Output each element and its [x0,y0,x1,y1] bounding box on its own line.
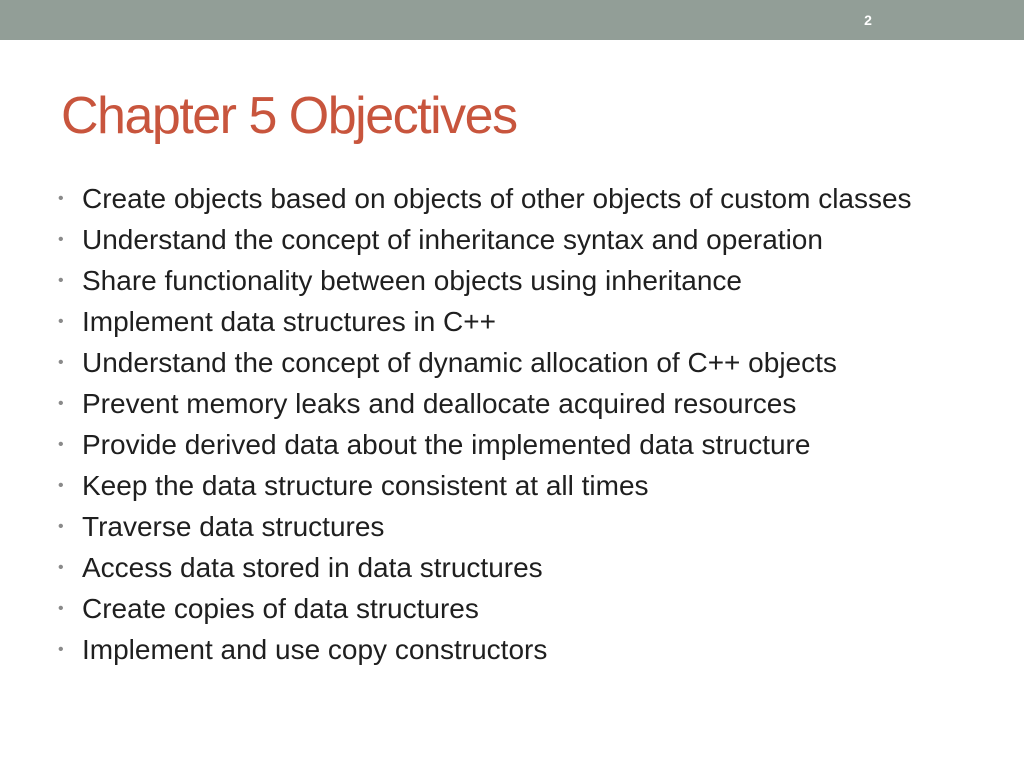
objectives-list [58,182,958,674]
objective-item: • Keep the data structure consistent at all times [58,469,958,503]
objective-item: • Create copies of data structures [58,592,958,626]
objective-item: • Prevent memory leaks and deallocate acquired resources [58,387,958,421]
objective-item: • Provide derived data about the implemented data structure [58,428,958,462]
objective-item: • Understand the concept of dynamic allocation of C++ objects [58,346,958,380]
slide-title: Chapter 5 Objectives [61,87,517,145]
objective-item: • Access data stored in data structures [58,551,958,585]
objective-item: • Traverse data structures [58,510,958,544]
slide-header-bar [0,0,1024,40]
objective-item: • Create objects based on objects of other objects of custom classes [58,182,932,216]
objective-item: • Implement and use copy constructors [58,633,958,667]
objective-item: • Understand the concept of inheritance syntax and operation [58,223,958,257]
objective-item: • Implement data structures in C++ [58,305,958,339]
slide-number: 2 [864,12,872,28]
objective-item: • Share functionality between objects using inheritance [58,264,958,298]
